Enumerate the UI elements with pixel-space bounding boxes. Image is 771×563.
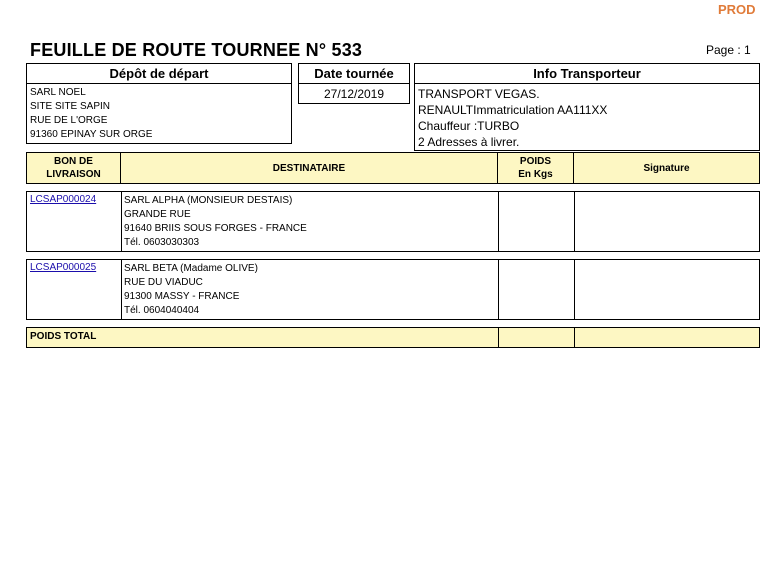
destinataire-line: RUE DU VIADUC (124, 277, 203, 288)
header-bon-livraison (27, 153, 121, 183)
header-destinataire: DESTINATAIRE (121, 153, 498, 183)
bon-livraison-link[interactable]: LCSAP000024 (30, 194, 97, 205)
depot-line: SITE SITE SAPIN (30, 101, 111, 112)
page-title: FEUILLE DE ROUTE TOURNEE N° 533 (30, 40, 363, 60)
column-divider (121, 260, 122, 319)
environment-badge: PROD (718, 2, 756, 17)
header-bon-line: BON DE (54, 156, 93, 167)
transporteur-line: 2 Adresses à livrer. (418, 135, 520, 149)
header-bon-line: LIVRAISON (46, 169, 101, 180)
destinataire-line: 91640 BRIIS SOUS FORGES - FRANCE (124, 223, 307, 234)
destinataire-line: SARL BETA (Madame OLIVE) (124, 263, 258, 274)
date-heading: Date tournée (299, 64, 409, 84)
bon-livraison-link[interactable]: LCSAP000025 (30, 262, 97, 273)
page-number: Page : 1 (706, 43, 751, 57)
column-divider (498, 260, 499, 319)
destinataire-line: 91300 MASSY - FRANCE (124, 291, 240, 302)
table-header (26, 152, 760, 184)
column-divider (574, 260, 575, 319)
destinataire-line: Tél. 0603030303 (124, 237, 200, 248)
destinataire-line: SARL ALPHA (MONSIEUR DESTAIS) (124, 195, 293, 206)
depot-line: RUE DE L'ORGE (30, 115, 108, 126)
date-box (298, 63, 410, 104)
transporteur-heading: Info Transporteur (415, 64, 759, 84)
header-poids-line: POIDS (519, 156, 552, 167)
column-divider (574, 192, 575, 251)
column-divider (574, 328, 575, 347)
depot-heading: Dépôt de départ (27, 64, 291, 84)
column-divider (121, 192, 122, 251)
depot-line: 91360 EPINAY SUR ORGE (30, 129, 153, 140)
destinataire-line: Tél. 0604040404 (124, 305, 200, 316)
total-label: POIDS TOTAL (30, 331, 97, 342)
header-poids-line: En Kgs (518, 169, 553, 180)
depot-line: SARL NOEL (30, 87, 86, 98)
transporteur-line: Chauffeur :TURBO (418, 119, 520, 133)
header-poids (498, 153, 574, 183)
column-divider (498, 328, 499, 347)
total-row (26, 327, 760, 348)
date-value: 27/12/2019 (323, 87, 385, 101)
depot-box (26, 63, 292, 144)
table-row (26, 191, 760, 252)
header-signature: Signature (643, 162, 690, 174)
column-divider (498, 192, 499, 251)
transporteur-line: RENAULTImmatriculation AA111XX (418, 103, 608, 117)
destinataire-line: GRANDE RUE (124, 209, 191, 220)
transporteur-box (414, 63, 760, 151)
transporteur-line: TRANSPORT VEGAS. (418, 87, 540, 101)
table-row (26, 259, 760, 320)
